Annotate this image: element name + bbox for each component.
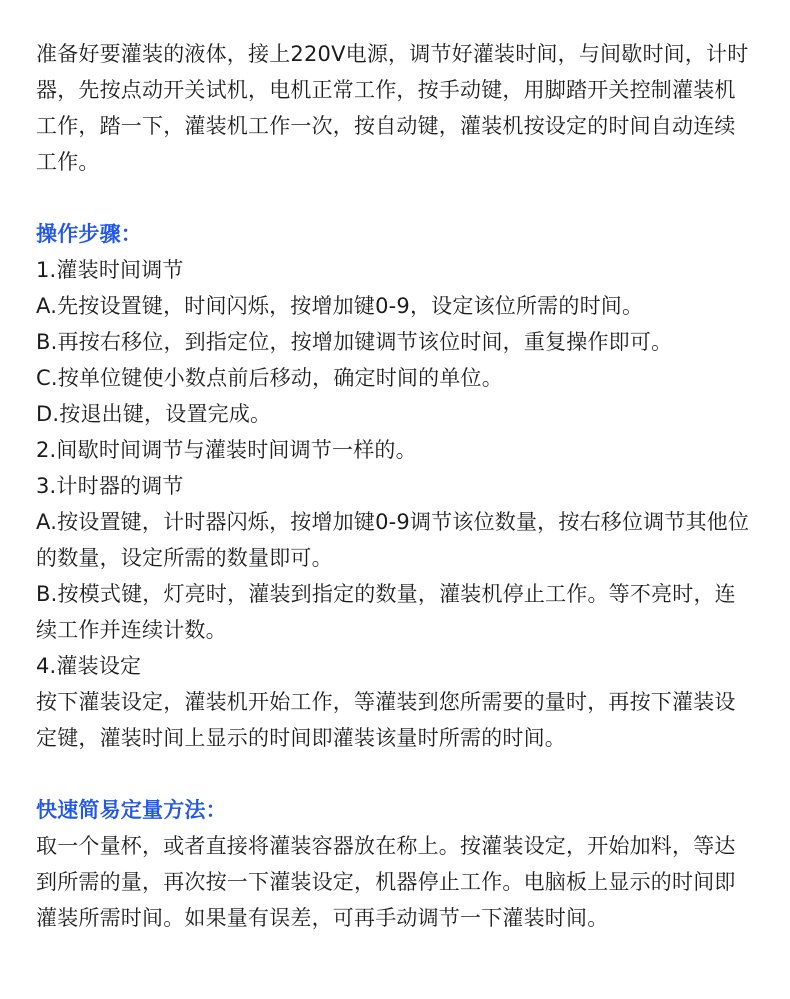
step-1-b: B.再按右移位，到指定位，按增加键调节该位时间，重复操作即可。 [36,330,673,354]
quick-method-body: 取一个量杯，或者直接将灌装容器放在称上。按灌装设定，开始加料，等达到所需的量，再次按一下灌装设定，机器停止工作。电脑板上显示的时间即灌装所需时间。如果量有误差，可再手动调节一下灌装时间。 [36,834,736,930]
step-3-title: 3.计时器的调节 [36,474,184,498]
step-3-b: B.按模式键，灯亮时，灌装到指定的数量，灌装机停止工作。等不亮时，连续工作并连续计数。 [36,582,736,642]
steps-heading: 操作步骤： [36,222,142,246]
step-1-a: A.先按设置键，时间闪烁，按增加键0-9，设定该位所需的时间。 [36,294,644,318]
document-body [36,36,756,936]
quick-method-heading: 快速简易定量方法： [36,798,227,822]
section-spacer [36,180,756,216]
step-2-title: 2.间歇时间调节与灌装时间调节一样的。 [36,438,417,462]
step-1-title: 1.灌装时间调节 [36,258,184,282]
section-spacer [36,756,756,792]
step-4-body: 按下灌装设定，灌装机开始工作，等灌装到您所需要的量时，再按下灌装设定键，灌装时间上显示的时间即灌装该量时所需的时间。 [36,690,736,750]
step-4-title: 4.灌装设定 [36,654,142,678]
step-3-a: A.按设置键，计时器闪烁，按增加键0-9调节该位数量，按右移位调节其他位的数量，设定所需的数量即可。 [36,510,750,570]
step-1-c: C.按单位键使小数点前后移动，确定时间的单位。 [36,366,503,390]
step-1-d: D.按退出键，设置完成。 [36,402,272,426]
intro-paragraph: 准备好要灌装的液体，接上220V电源，调节好灌装时间，与间歇时间，计时器，先按点动开关试机，电机正常工作，按手动键，用脚踏开关控制灌装机工作，踏一下，灌装机工作一次，按自动键，灌装机按设定的时间自动连续工作。 [36,42,749,174]
